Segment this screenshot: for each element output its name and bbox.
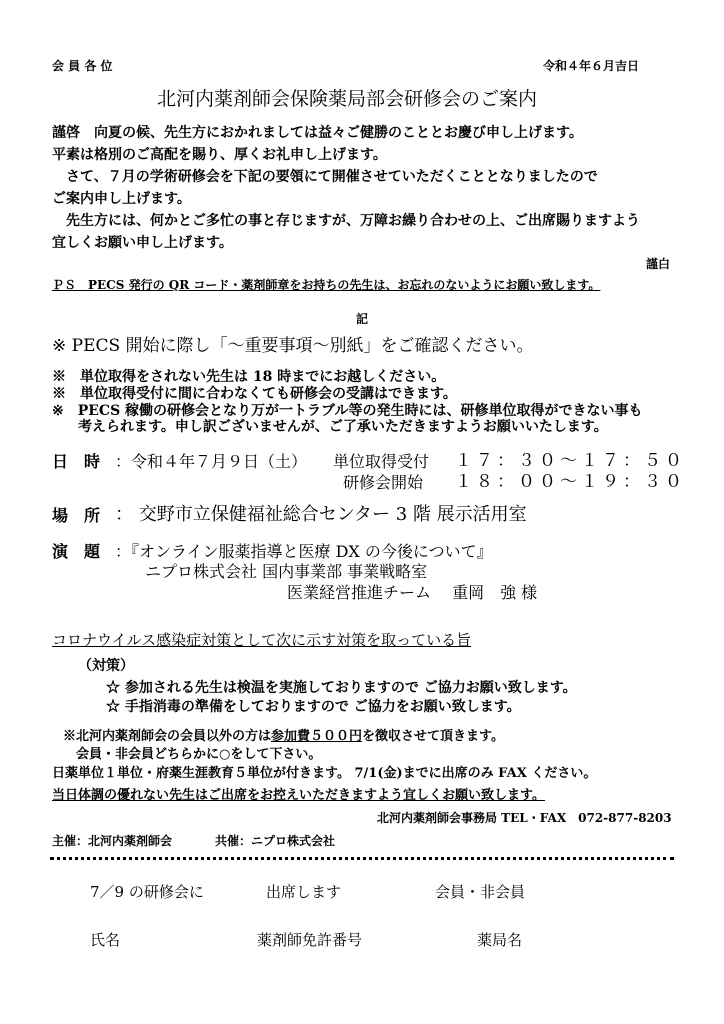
form-attend[interactable]: 出席します	[266, 883, 342, 901]
ps-note: ＰＳ PECS 発行の QR コード・薬剤師章をお持ちの先生は、お忘れのないようにお願い致します。	[52, 278, 601, 292]
pecs-note-3-cont: 考えられます。申し訳ございませんが、ご了承いただきますようお願いいたします。	[78, 419, 608, 435]
pecs-note-3: ※ PECS 稼働の研修会となり万が一トラブル等の発生時には、研修単位取得ができない事も	[52, 403, 643, 419]
pecs-note-2: ※ 単位取得受付に間に合わなくても研修会の受講はできます。	[52, 386, 457, 402]
pecs-note-1: ※ 単位取得をされない先生は 18 時までにお越しください。	[52, 369, 446, 385]
pecs-notice: ※ PECS 開始に際し「～重要事項～別紙」をご確認ください。	[52, 336, 534, 356]
cut-line	[50, 857, 674, 860]
venue-label: 場 所	[52, 506, 101, 525]
credit-info: 日薬単位１単位・府薬生涯教育５単位が付きます。 7/1(金)までに出席のみ FAX ください。	[52, 766, 597, 781]
page-title: 北河内薬剤師会保険薬局部会研修会のご案内	[157, 88, 538, 110]
member-circle-instruction: 会員・非会員どちらかに○をして下さい。	[76, 747, 322, 762]
organizer-cohost: 共催：ニプロ株式会社	[215, 834, 336, 848]
greeting-line-4: ご案内申し上げます。	[52, 191, 191, 207]
schedule-date: ：令和４年７月９日（土）	[115, 452, 308, 471]
greeting-line-3: さて、７月の学術研修会を下記の要領にて開催させていただくこととなりましたので	[52, 169, 598, 185]
reception-label: 単位取得受付	[333, 452, 430, 471]
speaker-team: 医業経営推進チーム 重岡 強 様	[287, 583, 538, 602]
form-membership[interactable]: 会員・非会員	[435, 883, 526, 901]
greeting-line-2: 平素は格別のご高配を賜り、厚くお礼申し上げます。	[52, 147, 387, 163]
closing-word: 謹白	[646, 257, 671, 271]
issue-date: 令和４年６月吉日	[543, 59, 640, 73]
fee-line-1	[63, 730, 504, 743]
form-event: 7／9 の研修会に	[90, 883, 204, 901]
covid-heading: コロナウイルス感染症対策として次に示す対策を取っている旨	[52, 631, 472, 649]
greeting-line-1: 謹啓 向夏の候、先生方におかれましては益々ご健勝のこととお慶び申し上げます。	[52, 125, 583, 141]
form-pharmacy-label: 薬局名	[477, 931, 523, 949]
form-license-label: 薬剤師免許番号	[257, 931, 363, 949]
start-time: １８：００～１９：３０	[455, 472, 686, 492]
greeting-line-5: 先生方には、何かとご多忙の事と存じますが、万障お繰り合わせの上、ご出席賜りますよう	[52, 213, 640, 229]
form-name-label: 氏名	[90, 931, 121, 949]
reception-time: １７：３０～１７：５０	[455, 451, 686, 471]
topic-title: ：『オンライン服薬指導と医療 DX の今後について』	[115, 542, 493, 561]
fee-line-1-prefix: ※北河内薬剤師会の会員以外の方は	[63, 729, 272, 744]
fee-line-1-suffix: を徴収させて頂きます。	[362, 729, 504, 744]
organizer-host: 主催：北河内薬剤師会	[52, 834, 173, 848]
ki-heading: 記	[356, 312, 369, 326]
topic-label: 演 題	[52, 542, 101, 561]
participation-fee: 参加費５００円	[271, 729, 363, 744]
office-contact: 北河内薬剤師会事務局 TEL・FAX 072-877-8203	[377, 811, 672, 825]
start-label: 研修会開始	[343, 473, 424, 492]
measures-label: （対策）	[78, 658, 134, 674]
measure-1: ☆ 参加される先生は検温を実施しておりますので ご協力お願い致します。	[106, 680, 577, 696]
measure-2: ☆ 手指消毒の準備をしておりますので ご協力をお願い致します。	[106, 699, 521, 715]
greeting-line-6: 宜しくお願い申し上げます。	[52, 235, 233, 251]
addressee: 会 員 各 位	[52, 59, 113, 73]
health-request: 当日体調の優れない先生はご出席をお控えいただきますよう宜しくお願い致します。	[52, 788, 545, 803]
speaker-company: ニプロ株式会社 国内事業部 事業戦略室	[145, 562, 428, 581]
schedule-label: 日 時	[52, 452, 101, 471]
venue-value: ： 交野市立保健福祉総合センター 3 階 展示活用室	[115, 504, 527, 525]
